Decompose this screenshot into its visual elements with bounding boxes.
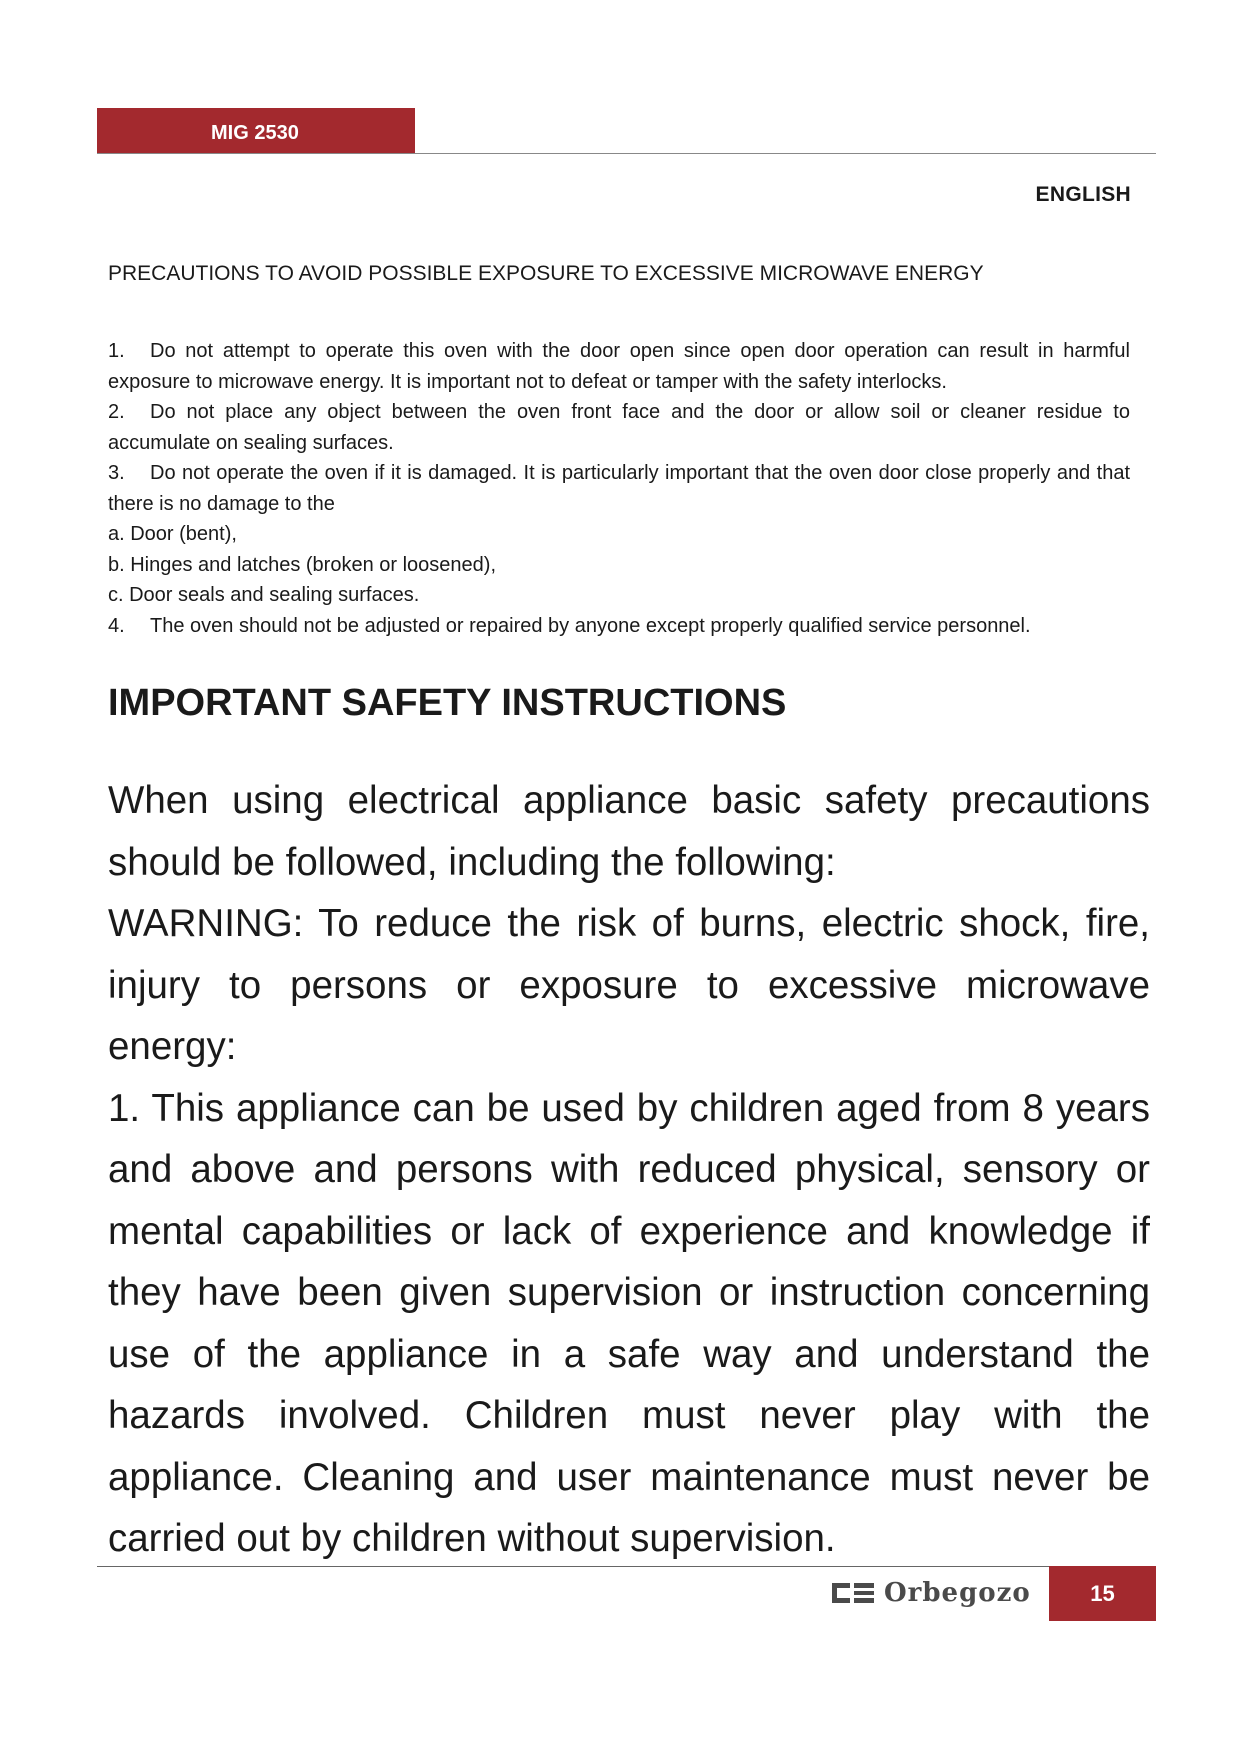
precautions-title: PRECAUTIONS TO AVOID POSSIBLE EXPOSURE TO EXCESSIVE MICROWAVE ENERGY: [108, 262, 984, 285]
safety-title: IMPORTANT SAFETY INSTRUCTIONS: [108, 682, 787, 724]
safety-point-1: 1. This appliance can be used by children aged from 8 years and above and persons with reduced physical, sensory or mental capabilities or lack of experience and knowledge if they have been given supervision or instruction concerning use of the appliance in a safe way and understand the hazards involved. Children must never play with the appliance. Cleaning and user maintenance must never be carried out by children without supervision.: [108, 1086, 1150, 1560]
precautions-list: [108, 336, 1130, 641]
safety-body: [108, 770, 1150, 1570]
precaution-subitem: c. Door seals and sealing surfaces.: [108, 584, 420, 606]
model-tab: [97, 108, 415, 154]
safety-intro: When using electrical appliance basic safety precautions should be followed, including the following:: [108, 779, 1150, 884]
header-divider: [97, 153, 1156, 154]
page-number-box: [1049, 1566, 1156, 1621]
page-number: 15: [1090, 1581, 1115, 1606]
precaution-subitem: a. Door (bent),: [108, 523, 237, 545]
language-label: ENGLISH: [1035, 183, 1131, 206]
precaution-subitem: b. Hinges and latches (broken or loosened),: [108, 553, 497, 576]
precaution-item: 3. Do not operate the oven if it is damaged. It is particularly important that the oven door close properly and that there is no damage to the: [108, 462, 1130, 515]
brand-mark-icon: [832, 1581, 874, 1605]
precaution-item: 4. The oven should not be adjusted or repaired by anyone except properly qualified service personnel.: [108, 614, 1031, 637]
brand-logo: [832, 1578, 1031, 1608]
brand-name: Orbegozo: [884, 1578, 1031, 1608]
precaution-item: 2. Do not place any object between the oven front face and the door or allow soil or cleaner residue to accumulate on sealing surfaces.: [108, 401, 1130, 454]
model-label: MIG 2530: [211, 122, 299, 144]
safety-warning: WARNING: To reduce the risk of burns, electric shock, fire, injury to persons or exposure to excessive microwave energy:: [108, 902, 1150, 1068]
footer-divider: [97, 1566, 1156, 1567]
precaution-item: 1. Do not attempt to operate this oven with the door open since open door operation can result in harmful exposure to microwave energy. It is important not to defeat or tamper with the safety interlocks.: [108, 340, 1130, 393]
